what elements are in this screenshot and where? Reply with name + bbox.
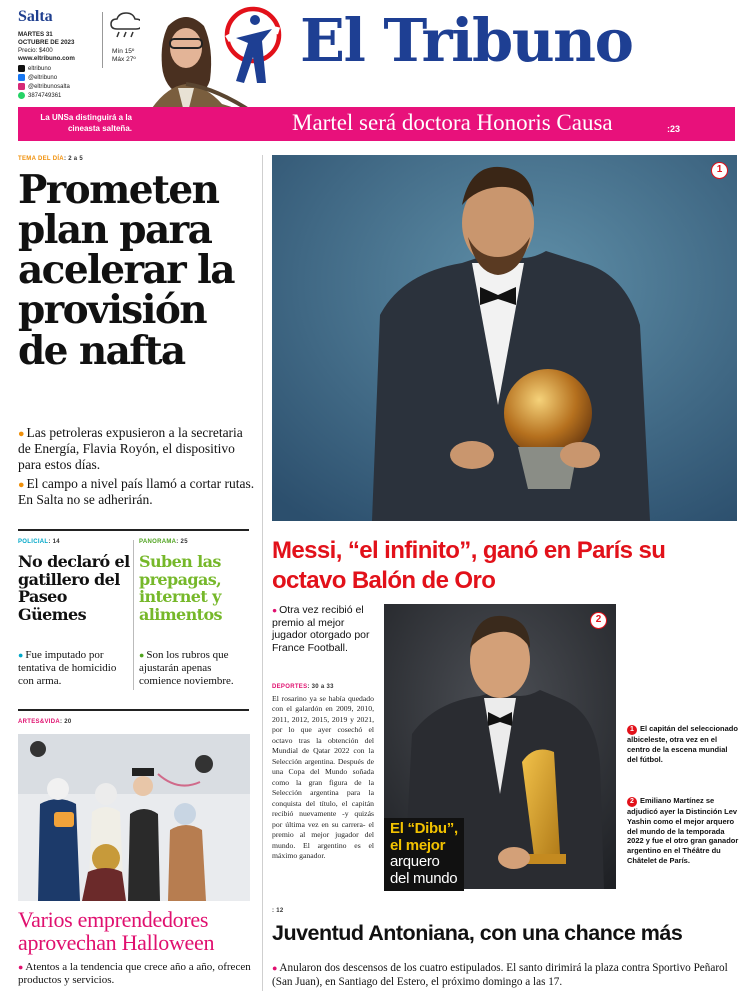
city-name: Salta bbox=[18, 8, 53, 25]
dibu-label-line: El “Dibu”, bbox=[390, 820, 458, 837]
caption-number: 2 bbox=[627, 797, 637, 807]
tag-section: PANORAMA bbox=[139, 539, 177, 545]
halloween-photo bbox=[18, 734, 250, 901]
juventud-tag bbox=[272, 908, 284, 914]
social-whatsapp bbox=[18, 92, 61, 99]
header-divider bbox=[102, 12, 103, 68]
section-divider bbox=[18, 529, 249, 531]
caption-number: 1 bbox=[627, 725, 637, 735]
tag-pages: : 2 a 5 bbox=[63, 156, 84, 162]
policial-tag bbox=[18, 539, 60, 545]
social-instagram bbox=[18, 83, 70, 90]
social-handle: @eltribuno bbox=[28, 74, 58, 81]
panorama-headline[interactable]: Suben las prepagas, internet y alimentos bbox=[139, 552, 222, 624]
website: www.eltribuno.com bbox=[18, 55, 75, 62]
tag-pages: : 25 bbox=[176, 539, 188, 545]
dibu-label-line: el mejor bbox=[390, 836, 446, 854]
facebook-icon bbox=[18, 74, 25, 81]
halloween-tag bbox=[18, 719, 72, 725]
logo-figure-icon bbox=[222, 5, 284, 85]
caption-text: Emiliano Martínez se adjudicó ayer la Distinción Lev Yashin como el mejor arquero del mundo de la temporada 2022 y fue el otro gran ganador argentino en el Théâtre du Châtelet de París. bbox=[627, 796, 739, 865]
x-icon bbox=[18, 65, 25, 72]
promo-side-text: La UNSa distinguirá a la cineasta salteña. bbox=[40, 113, 132, 133]
dibu-label-line: del mundo bbox=[390, 869, 458, 887]
weather-min: Mín 15º bbox=[112, 48, 135, 55]
tag-pages: : 30 a 33 bbox=[307, 684, 334, 690]
dibu-label-line: arquero bbox=[390, 853, 440, 870]
policial-headline[interactable]: No declaró el gatillero del Paseo Güemes bbox=[18, 552, 130, 624]
social-facebook bbox=[18, 74, 57, 81]
tag-section: POLICIAL bbox=[18, 539, 49, 545]
caption-1 bbox=[627, 724, 739, 764]
lead-bullet-2: ● El campo a nivel país llamó a cortar rutas. En Salta no se adherirán. bbox=[18, 476, 258, 508]
social-handle: eltribuno bbox=[28, 65, 52, 72]
photo-number-badge: 1 bbox=[711, 162, 728, 179]
social-handle: @eltribunosalta bbox=[28, 83, 70, 90]
halloween-body: ● Atentos a la tendencia que crece año a año, ofrecen productos y servicios. bbox=[18, 961, 258, 987]
tag-section: DEPORTES bbox=[272, 684, 308, 690]
date-line-2: OCTUBRE DE 2023 bbox=[18, 39, 75, 46]
promo-headline[interactable]: Martel será doctora Honoris Causa bbox=[292, 110, 613, 135]
date-line-1: MARTES 31 bbox=[18, 31, 53, 38]
tag-pages: : 12 bbox=[272, 908, 284, 914]
policial-body: ● Fue imputado por tentativa de homicidio con arma. bbox=[18, 649, 130, 689]
lead-headline[interactable]: Prometen plan para acelerar la provisión de nafta bbox=[18, 167, 234, 374]
tag-pages: : 20 bbox=[60, 719, 72, 725]
tag-section: TEMA DEL DÍA bbox=[18, 156, 64, 162]
messi-tag bbox=[272, 684, 334, 690]
masthead-logo: El Tribuno bbox=[300, 6, 633, 75]
messi-subhead: ● Otra vez recibió el premio al mejor jugador otorgado por France Football. bbox=[272, 604, 374, 654]
tag-section: ARTES&VIDA bbox=[18, 719, 61, 725]
messi-body: El rosarino ya se había quedado con el galardón en 2009, 2010, 2011, 2012, 2015, 2019 y 2021, por lo que ayer cosechó el octavo tras la obtención del Mundial de Qatar 2022 con la Selección argentina. Después de una Copa del Mundo soñada como la gran figura de la Selección argentina para la conquista del título, el capitán recibió nuevamente -y quizás por última vez en su carrera- el premio al mejor jugador del mundo. El argentino es el máximo ganador. bbox=[272, 694, 374, 861]
juventud-body: ● Anularon dos descensos de los cuatro estipulados. El santo dirimirá la plaza contra Sportivo Peñarol (San Juan), en Santiago del Estero, el próximo domingo a las 17. bbox=[272, 961, 737, 989]
panorama-body: ● Son los rubros que ajustarán apenas comience noviembre. bbox=[139, 649, 254, 689]
promo-page: :23 bbox=[667, 124, 681, 134]
tag-pages: : 14 bbox=[48, 539, 60, 545]
messi-headline[interactable]: Messi, “el infinito”, ganó en París su octavo Balón de Oro bbox=[272, 537, 666, 594]
juventud-headline[interactable]: Juventud Antoniana, con una chance más bbox=[272, 921, 683, 945]
halloween-headline[interactable]: Varios emprendedores aprovechan Halloween bbox=[18, 907, 215, 956]
caption-text: El capitán del seleccionado albiceleste, otra vez en el centro de la escena mundial del fútbol. bbox=[627, 724, 738, 764]
column-divider bbox=[133, 540, 134, 690]
social-x bbox=[18, 65, 51, 72]
panorama-tag bbox=[139, 539, 188, 545]
dibu-label bbox=[384, 818, 464, 891]
lead-tag bbox=[18, 156, 83, 162]
price: Precio: $400 bbox=[18, 47, 53, 54]
weather-max: Máx 27º bbox=[112, 56, 136, 63]
social-handle: 3874749361 bbox=[28, 92, 62, 99]
page-column-divider bbox=[262, 155, 263, 991]
instagram-icon bbox=[18, 83, 25, 90]
lead-bullet-1: ● Las petroleras expusieron a la secretaria de Energía, Flavia Royón, el dispositivo para estos días. bbox=[18, 425, 258, 474]
caption-2 bbox=[627, 796, 739, 866]
messi-photo[interactable] bbox=[272, 155, 737, 521]
whatsapp-icon bbox=[18, 92, 25, 99]
section-divider bbox=[18, 709, 249, 711]
photo-number-badge: 2 bbox=[590, 612, 607, 629]
